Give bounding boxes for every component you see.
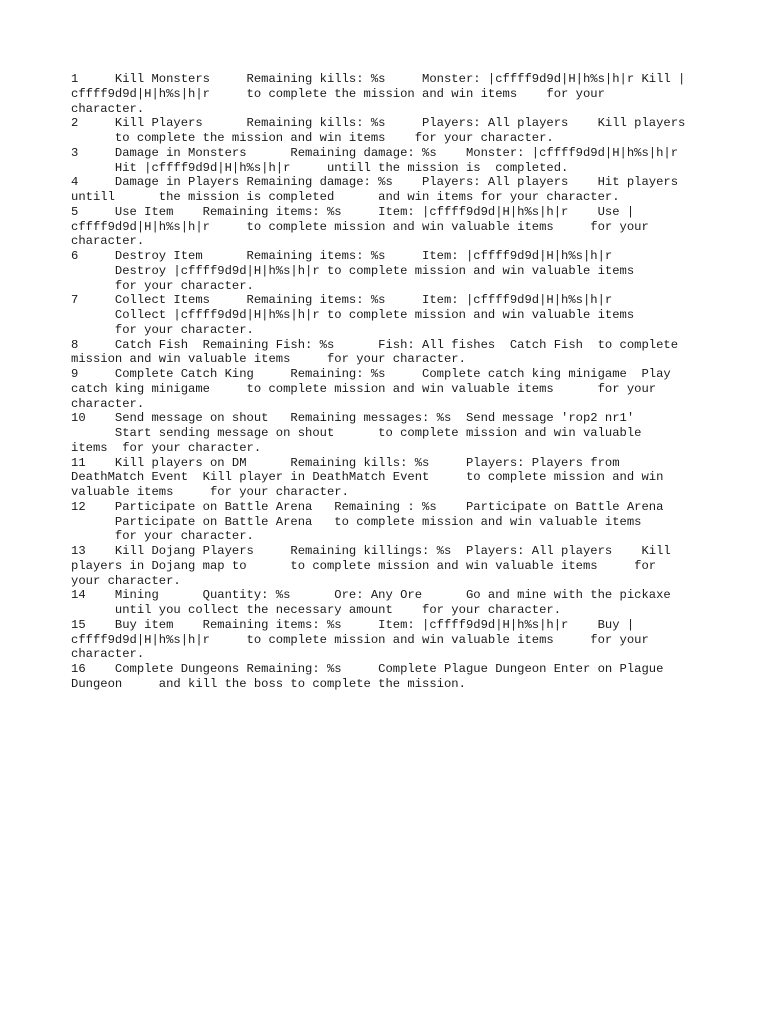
text-line: catch king minigame to complete mission and win valuable items for your — [71, 381, 657, 396]
text-line: 3 Damage in Monsters Remaining damage: %s Monster: |cffff9d9d|H|h%s|h|r — [71, 145, 679, 160]
text-line: to complete the mission and win items for your character. — [71, 131, 554, 145]
text-line: 15 Buy item Remaining items: %s Item: |cffff9d9d|H|h%s|h|r Buy | — [71, 617, 635, 632]
text-line: 7 Collect Items Remaining items: %s Item: |cffff9d9d|H|h%s|h|r — [71, 293, 613, 308]
document-page — [71, 72, 703, 692]
text-line: 1 Kill Monsters Remaining kills: %s Monster: |cffff9d9d|H|h%s|h|r Kill | — [71, 72, 686, 86]
text-line: 11 Kill players on DM Remaining kills: %s Players: Players from — [71, 455, 620, 470]
text-line: Start sending message on shout to complete mission and win valuable — [71, 426, 642, 440]
text-line: DeathMatch Event Kill player in DeathMatch Event to complete mission and win — [71, 470, 664, 485]
text-line: cffff9d9d|H|h%s|h|r to complete mission and win valuable items for your — [71, 219, 649, 234]
text-line: cffff9d9d|H|h%s|h|r to complete the mission and win items for your — [71, 86, 605, 101]
text-line: players in Dojang map to to complete mission and win valuable items for — [71, 558, 657, 573]
text-line: 6 Destroy Item Remaining items: %s Item: |cffff9d9d|H|h%s|h|r — [71, 249, 613, 263]
text-line: for your character. — [71, 278, 254, 293]
text-line: 14 Mining Quantity: %s Ore: Any Ore Go and mine with the pickaxe — [71, 588, 671, 603]
text-line: Collect |cffff9d9d|H|h%s|h|r to complete mission and win valuable items — [71, 308, 635, 322]
text-line: valuable items for your character. — [71, 485, 349, 499]
text-line: Dungeon and kill the boss to complete the mission. — [71, 676, 466, 691]
text-line: 16 Complete Dungeons Remaining: %s Complete Plague Dungeon Enter on Plague — [71, 662, 664, 676]
text-line: character. — [71, 647, 145, 662]
text-line: items for your character. — [71, 440, 262, 455]
text-line: cffff9d9d|H|h%s|h|r to complete mission and win valuable items for your — [71, 632, 649, 647]
text-line: 8 Catch Fish Remaining Fish: %s Fish: All fishes Catch Fish to complete — [71, 337, 679, 352]
text-line: character. — [71, 101, 145, 116]
text-line: Participate on Battle Arena to complete mission and win valuable items — [71, 514, 642, 529]
text-line: 13 Kill Dojang Players Remaining killings: %s Players: All players Kill — [71, 544, 671, 558]
text-line: 5 Use Item Remaining items: %s Item: |cffff9d9d|H|h%s|h|r Use | — [71, 204, 635, 219]
text-line: character. — [71, 396, 145, 411]
text-line: for your character. — [71, 322, 254, 337]
text-line: character. — [71, 234, 145, 249]
text-line: 4 Damage in Players Remaining damage: %s Players: All players Hit players — [71, 175, 679, 190]
text-line: 10 Send message on shout Remaining messages: %s Send message 'rop2 nr1' — [71, 411, 635, 426]
text-line: your character. — [71, 573, 181, 588]
text-line: 2 Kill Players Remaining kills: %s Players: All players Kill players — [71, 116, 686, 131]
text-line: 9 Complete Catch King Remaining: %s Complete catch king minigame Play — [71, 367, 671, 381]
text-line: mission and win valuable items for your character. — [71, 352, 466, 367]
text-line: for your character. — [71, 529, 254, 544]
text-line: untill the mission is completed and win items for your character. — [71, 190, 620, 204]
text-line: Hit |cffff9d9d|H|h%s|h|r untill the mission is completed. — [71, 160, 569, 175]
text-line: Destroy |cffff9d9d|H|h%s|h|r to complete mission and win valuable items — [71, 263, 635, 278]
text-line: until you collect the necessary amount for your character. — [71, 603, 562, 617]
text-line: 12 Participate on Battle Arena Remaining : %s Participate on Battle Arena — [71, 499, 664, 514]
